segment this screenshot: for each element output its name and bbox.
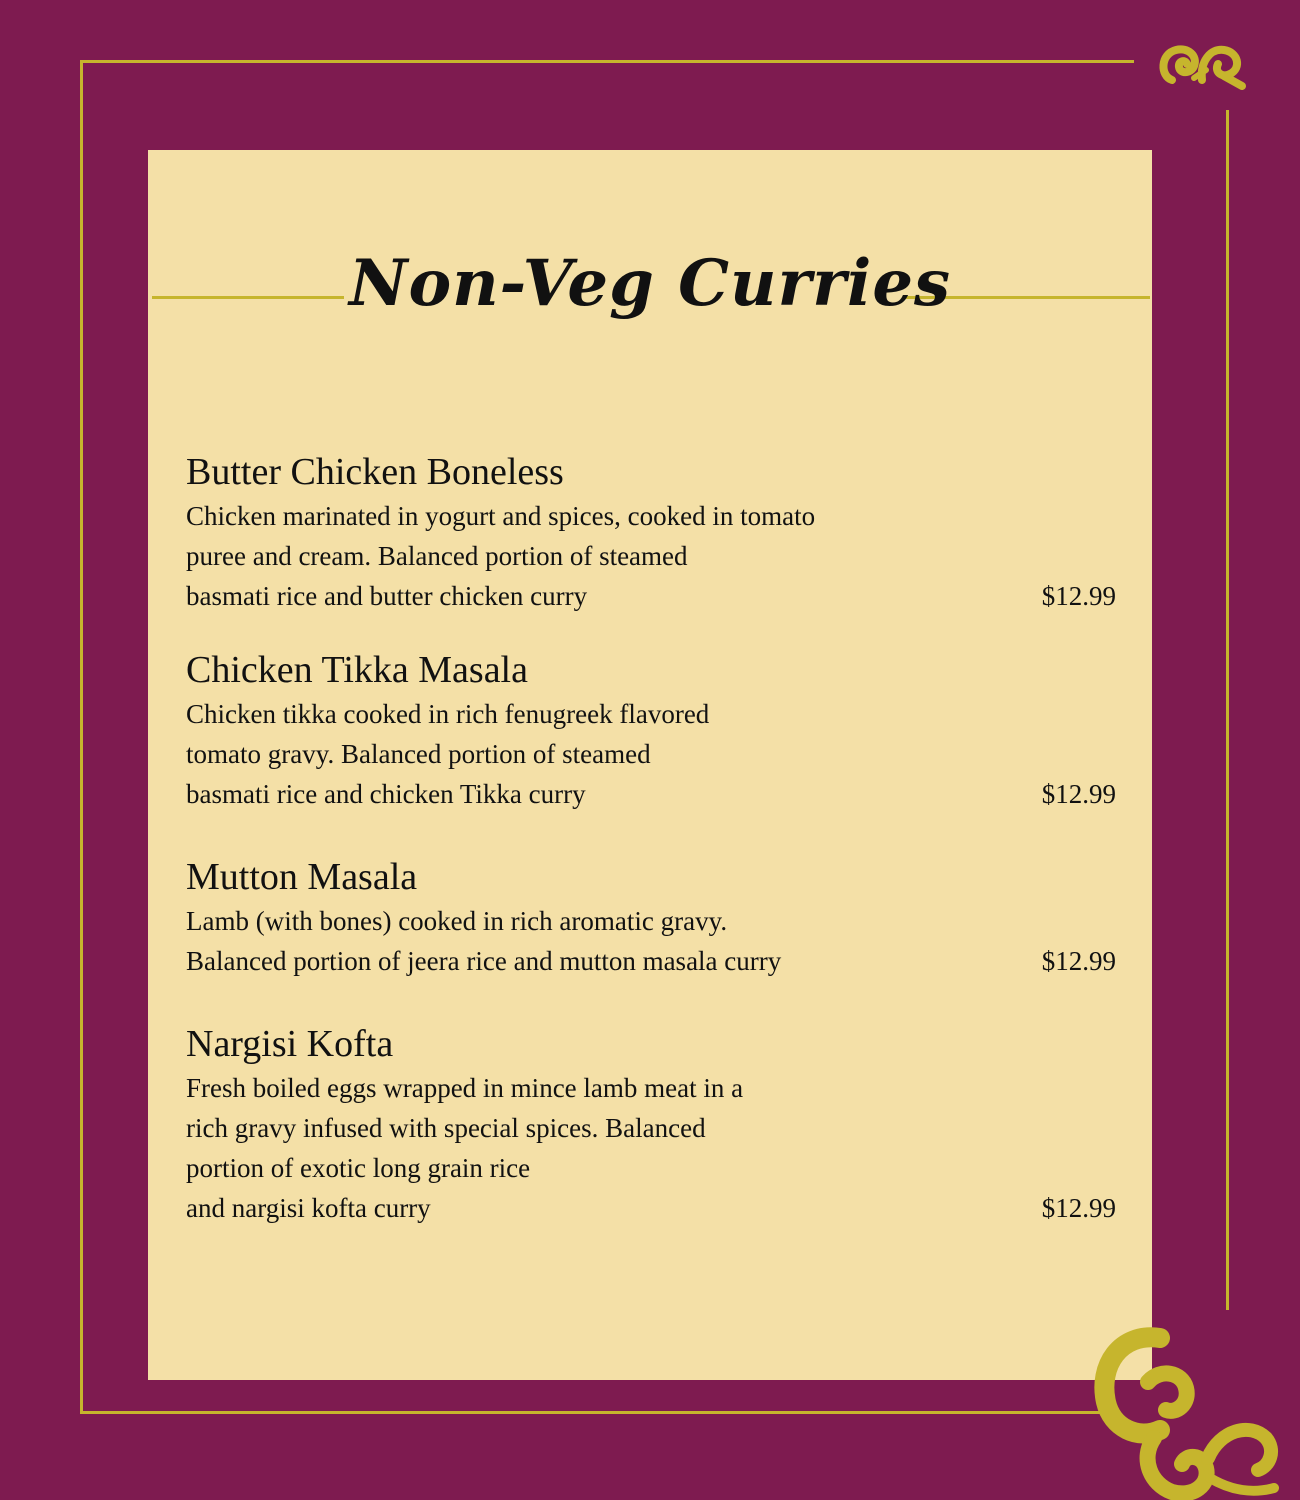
item-description <box>186 901 976 981</box>
item-description <box>186 496 976 616</box>
description-line: Chicken marinated in yogurt and spices, cooked in tomato <box>186 501 816 531</box>
description-line: puree and cream. Balanced portion of steamed <box>186 541 688 571</box>
description-line: Fresh boiled eggs wrapped in mince lamb meat in a <box>186 1073 744 1103</box>
item-description <box>186 694 976 814</box>
menu-title: Non-Veg Curries <box>348 246 952 321</box>
item-name: Butter Chicken Boneless <box>186 451 564 493</box>
description-line: basmati rice and chicken Tikka curry <box>186 779 586 809</box>
menu-item-butter-chicken <box>186 450 1116 616</box>
item-price: $12.99 <box>1041 581 1116 611</box>
menu-item-nargisi-kofta <box>186 1022 1116 1228</box>
frame-line-top <box>80 60 1134 63</box>
frame-line-bottom <box>80 1411 1120 1414</box>
description-line: and nargisi kofta curry <box>186 1193 431 1223</box>
item-price: $12.99 <box>1041 779 1116 809</box>
item-price: $12.99 <box>1041 946 1116 976</box>
item-name: Mutton Masala <box>186 856 418 898</box>
description-line: portion of exotic long grain rice <box>186 1153 531 1183</box>
scroll-ornament-icon <box>1158 40 1248 92</box>
swirl-ornament-icon <box>1090 1318 1280 1500</box>
description-line: Balanced portion of jeera rice and mutton masala curry <box>186 946 782 976</box>
menu-item-chicken-tikka-masala <box>186 648 1116 814</box>
description-line: rich gravy infused with special spices. Balanced <box>186 1113 706 1143</box>
item-name: Nargisi Kofta <box>186 1023 394 1065</box>
item-name: Chicken Tikka Masala <box>186 649 528 691</box>
description-line: Lamb (with bones) cooked in rich aromatic gravy. <box>186 906 728 936</box>
description-line: Chicken tikka cooked in rich fenugreek flavored <box>186 699 710 729</box>
description-line: basmati rice and butter chicken curry <box>186 581 588 611</box>
menu-item-mutton-masala <box>186 855 1116 981</box>
item-description <box>186 1068 976 1228</box>
item-price: $12.99 <box>1041 1193 1116 1223</box>
description-line: tomato gravy. Balanced portion of steamed <box>186 739 651 769</box>
